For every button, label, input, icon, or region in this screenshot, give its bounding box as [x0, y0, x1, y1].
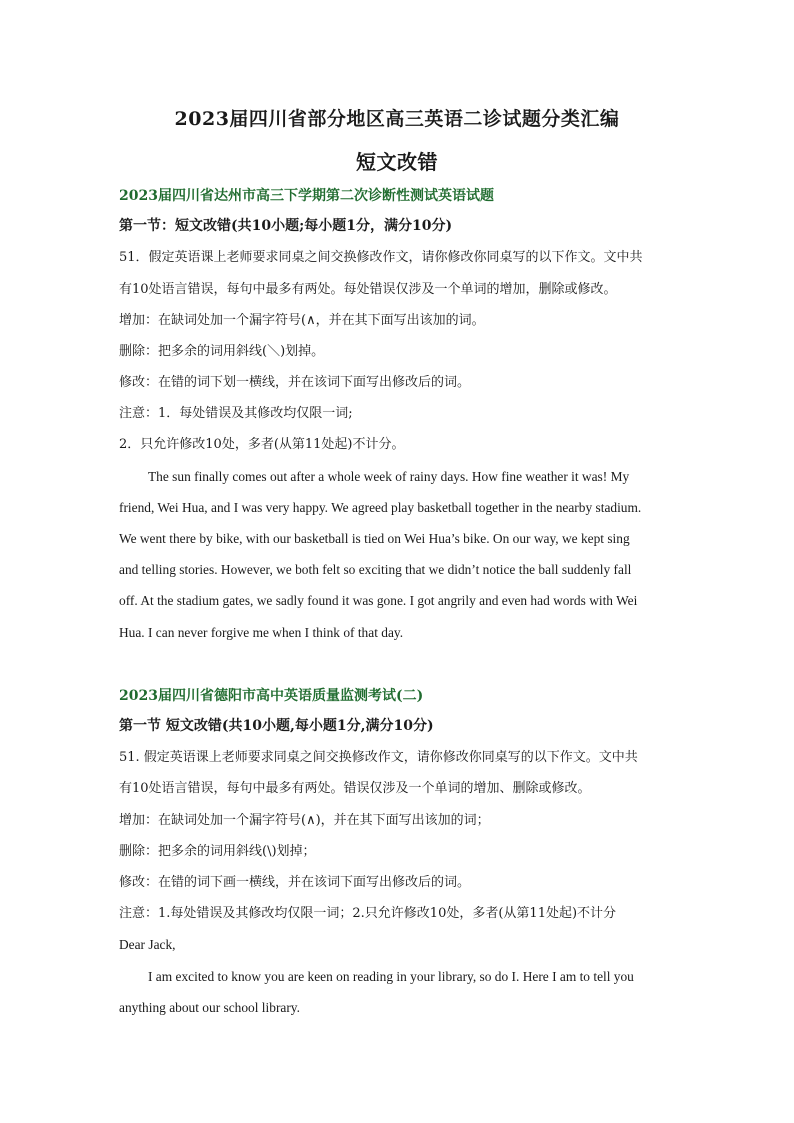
- document-title: 2023届四川省部分地区高三英语二诊试题分类汇编: [174, 108, 620, 130]
- section1-instruction: 有10处语言错误，每句中最多有两处。每处错误仅涉及一个单词的增加，删除或修改。: [119, 282, 617, 297]
- section1-passage-line: friend, Wei Hua, and I was very happy. We agreed play basketball together in the nearby stadium.: [119, 500, 642, 515]
- section1-passage-line: Hua. I can never forgive me when I think of that day.: [119, 625, 404, 640]
- section1-instruction: 51．假定英语课上老师要求同桌之间交换修改作文，请你修改你同桌写的以下作文。文中共: [119, 250, 643, 265]
- letter-greeting: Dear Jack,: [119, 937, 176, 952]
- section2-instruction: 修改：在错的词下画一横线，并在该词下面写出修改后的词。: [119, 875, 471, 890]
- section2-heading: 第一节 短文改错(共10小题,每小题1分,满分10分): [119, 718, 434, 734]
- section1-instruction: 删除：把多余的词用斜线(＼)划掉。: [119, 344, 325, 359]
- section1-passage-line: and telling stories. However, we both felt so exciting that we didn’t notice the ball suddenly fall: [119, 562, 632, 577]
- section1-instruction: 注意：1．每处错误及其修改均仅限一词;: [119, 406, 353, 421]
- section2-passage-line: I am excited to know you are keen on reading in your library, so do I. Here I am to tell you: [148, 969, 634, 984]
- section2-source: 2023届四川省德阳市高中英语质量监测考试(二): [119, 688, 424, 704]
- section1-heading: 第一节：短文改错(共10小题;每小题1分，满分10分): [119, 218, 453, 234]
- section1-passage-line: We went there by bike, with our basketball is tied on Wei Hua’s bike. On our way, we kept sing: [119, 531, 630, 546]
- document-subtitle: 短文改错: [356, 150, 438, 174]
- section1-instruction: 修改：在错的词下划一横线，并在该词下面写出修改后的词。: [119, 375, 471, 390]
- section1-passage-line: off. At the stadium gates, we sadly found it was gone. I got angrily and even had words with Wei: [119, 593, 638, 608]
- section2-instruction: 51. 假定英语课上老师要求同桌之间交换修改作文，请你修改你同桌写的以下作文。文中共: [119, 750, 638, 765]
- section2-instruction: 有10处语言错误，每句中最多有两处。错误仅涉及一个单词的增加、删除或修改。: [119, 781, 591, 796]
- section1-source: 2023届四川省达州市高三下学期第二次诊断性测试英语试题: [119, 188, 494, 204]
- section1-passage-line: The sun finally comes out after a whole week of rainy days. How fine weather it was! My: [148, 469, 630, 484]
- section2-passage-line: anything about our school library.: [119, 1000, 300, 1015]
- section2-instruction: 注意：1.每处错误及其修改均仅限一词；2.只允许修改10处，多者(从第11处起)不计分: [119, 906, 617, 921]
- section2-instruction: 删除：把多余的词用斜线(\)划掉；: [119, 844, 316, 859]
- section2-instruction: 增加：在缺词处加一个漏字符号(∧)，并在其下面写出该加的词；: [119, 813, 490, 828]
- section1-instruction: 2．只允许修改10处，多者(从第11处起)不计分。: [119, 437, 405, 452]
- section1-instruction: 增加：在缺词处加一个漏字符号(∧，并在其下面写出该加的词。: [119, 313, 485, 328]
